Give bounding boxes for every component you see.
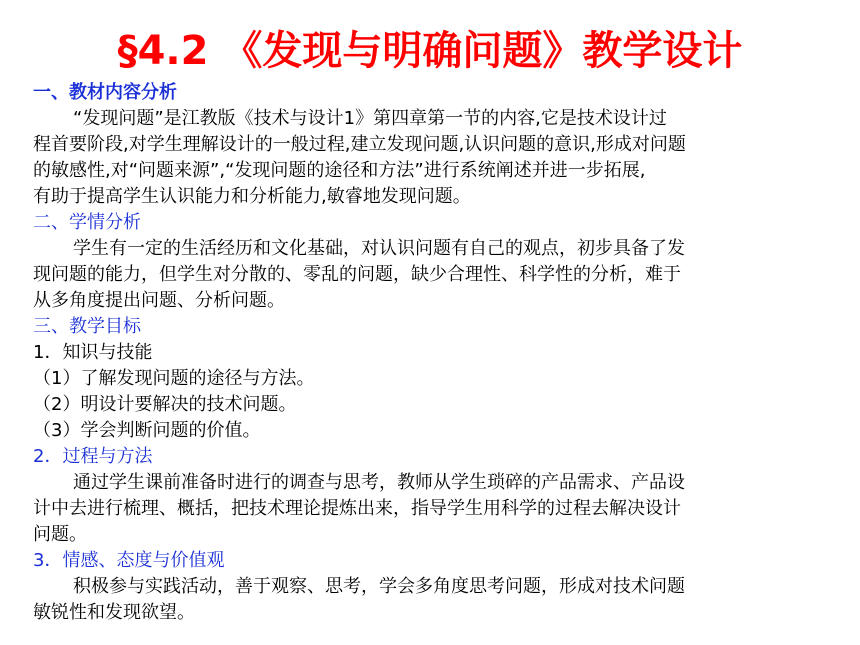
paragraph-line: 有助于提高学生认识能力和分析能力,敏睿地发现问题。 bbox=[33, 186, 471, 207]
paragraph-line: 通过学生课前准备时进行的调查与思考，教师从学生琐碎的产品需求、产品设 bbox=[73, 472, 685, 493]
list-item: （2）明设计要解决的技术问题。 bbox=[33, 394, 297, 415]
paragraph-line: 学生有一定的生活经历和文化基础，对认识问题有自己的观点，初步具备了发 bbox=[73, 238, 685, 259]
paragraph-line: 程首要阶段,对学生理解设计的一般过程,建立发现问题,认识问题的意识,形成对问题 bbox=[33, 134, 686, 155]
list-item: （1）了解发现问题的途径与方法。 bbox=[33, 368, 315, 389]
subheading-process: 2．过程与方法 bbox=[33, 446, 153, 467]
paragraph-line: 计中去进行梳理、概括，把技术理论提炼出来，指导学生用科学的过程去解决设计 bbox=[33, 498, 681, 519]
section-heading-goals: 三、教学目标 bbox=[33, 316, 141, 337]
paragraph-line: “发现问题”是江教版《技术与设计1》第四章第一节的内容,它是技术设计过 bbox=[73, 108, 667, 129]
section-heading-learners: 二、学情分析 bbox=[33, 212, 141, 233]
subheading-knowledge: 1．知识与技能 bbox=[33, 342, 153, 363]
page-title: §4.2 《发现与明确问题》教学设计 bbox=[117, 28, 743, 74]
paragraph-line: 问题。 bbox=[33, 524, 87, 545]
paragraph-line: 敏锐性和发现欲望。 bbox=[33, 602, 195, 623]
content-body bbox=[33, 80, 823, 626]
list-item: （3）学会判断问题的价值。 bbox=[33, 420, 261, 441]
paragraph-line: 的敏感性,对“问题来源”,“发现问题的途径和方法”进行系统阐述并进一步拓展, bbox=[33, 160, 646, 181]
paragraph-line: 从多角度提出问题、分析问题。 bbox=[33, 290, 285, 311]
paragraph-line: 现问题的能力，但学生对分散的、零乱的问题，缺少合理性、科学性的分析，难于 bbox=[33, 264, 681, 285]
section-heading-materials: 一、教材内容分析 bbox=[33, 82, 177, 103]
paragraph-line: 积极参与实践活动，善于观察、思考，学会多角度思考问题，形成对技术问题 bbox=[73, 576, 685, 597]
subheading-attitude: 3．情感、态度与价值观 bbox=[33, 550, 225, 571]
